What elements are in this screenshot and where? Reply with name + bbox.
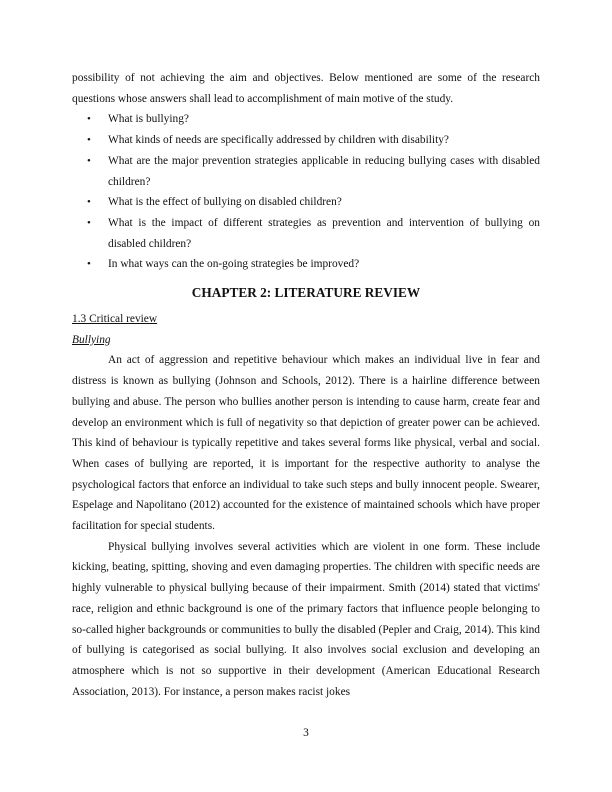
list-item: • What kinds of needs are specifically addressed by children with disability? [72, 130, 540, 151]
bullet-icon: • [87, 154, 91, 167]
section-heading: 1.3 Critical review [72, 313, 158, 326]
sub-heading: Bullying [72, 333, 111, 346]
research-questions-list [72, 109, 540, 275]
chapter-title: CHAPTER 2: LITERATURE REVIEW [191, 285, 421, 301]
page-number: 3 [303, 727, 309, 739]
bullet-icon: • [87, 216, 91, 229]
body-paragraph: An act of aggression and repetitive behaviour which makes an individual live in fear and distress is known as bullying (Johnson and Schools, 2012). There is a hairline difference between bullying and abuse. The person who bullies another person is intending to cause harm, create fear and develop an environment which is full of negativity so that depiction of greater power can be achieved. This kind of behaviour is typically repetitive and takes several forms like physical, verbal and social. When cases of bullying are reported, it is important for the respective authority to analyse the psychological factors that enforce an individual to take such steps and bully innocent people. Swearer, Espelage and Napolitano (2012) accounted for the existence of maintained schools which have proper facilitation for special students. [72, 354, 540, 533]
list-item: • What is bullying? [72, 109, 540, 130]
bullet-icon: • [87, 113, 91, 126]
body-paragraph: Physical bullying involves several activities which are violent in one form. These include kicking, beating, spitting, shoving and even damaging properties. The children with specific needs are highly vulnerable to physical bullying because of their impairment. Smith (2014) stated that victims' race, religion and ethnic background is one of the primary factors that influence people belonging to so-called higher backgrounds or communities to bully the disabled (Pepler and Craig, 2014). This kind of bullying is categorised as social bullying. It also involves social exclusion and developing an atmosphere which is not so supportive in their development (American Educational Research Association, 2013). For instance, a person makes racist jokes [72, 540, 540, 698]
list-item: • What is the effect of bullying on disabled children? [72, 192, 540, 213]
page-content [72, 68, 540, 702]
list-item: • What are the major prevention strategies applicable in reducing bullying cases with disabled children? [72, 151, 540, 192]
intro-paragraph: possibility of not achieving the aim and objectives. Below mentioned are some of the research questions whose answers shall lead to accomplishment of main motive of the study. [72, 72, 540, 105]
bullet-icon: • [87, 134, 91, 147]
bullet-icon: • [87, 196, 91, 209]
list-item: • In what ways can the on-going strategies be improved? [72, 254, 540, 275]
list-item: • What is the impact of different strategies as prevention and intervention of bullying on disabled children? [72, 213, 540, 254]
bullet-icon: • [87, 258, 91, 271]
